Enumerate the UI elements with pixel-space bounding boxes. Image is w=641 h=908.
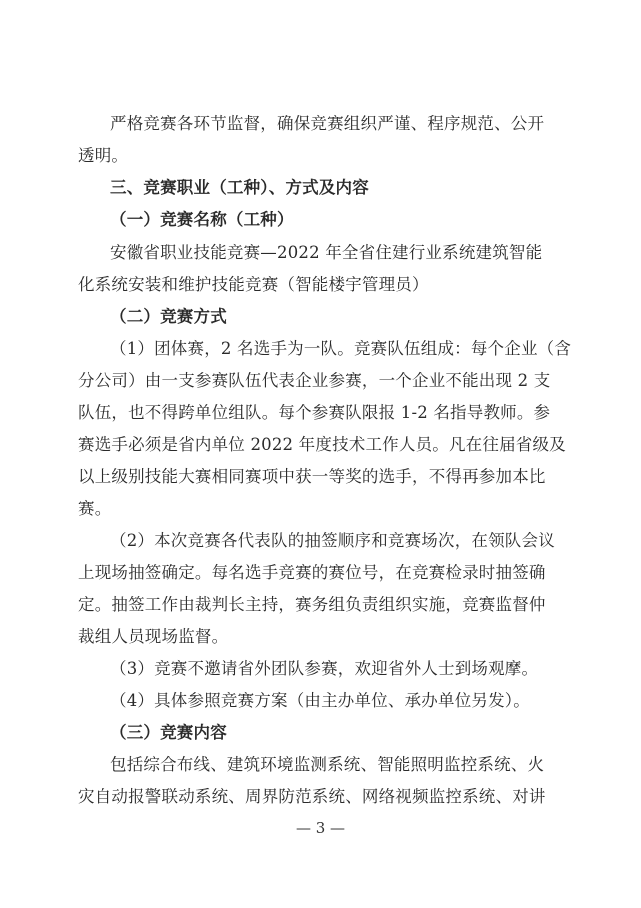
body-line-19: （4）具体参照竞赛方案（由主办单位、承办单位另发）。 <box>110 691 530 710</box>
body-line-8: （1）团体赛，2 名选手为一队。竞赛队伍组成：每个企业（含 <box>110 339 572 358</box>
body-line-9: 分公司）由一支参赛队伍代表企业参赛，一个企业不能出现 2 支 <box>78 371 551 390</box>
subsection-heading-1: （一）竞赛名称（工种） <box>110 210 294 229</box>
body-line-21: 包括综合布线、建筑环境监测系统、智能照明监控系统、火 <box>110 755 545 774</box>
body-line-2: 透明。 <box>78 146 129 165</box>
body-line-15: 上现场抽签确定。每名选手竞赛的赛位号，在竞赛检录时抽签确 <box>78 563 546 582</box>
body-line-14: （2）本次竞赛各代表队的抽签顺序和竞赛场次，在领队会议 <box>110 531 555 550</box>
subsection-heading-2: （二）竞赛方式 <box>110 307 227 326</box>
body-line-1: 严格竞赛各环节监督，确保竞赛组织严谨、程序规范、公开 <box>110 114 545 133</box>
body-line-13: 赛。 <box>78 499 112 518</box>
body-line-16: 定。抽签工作由裁判长主持，赛务组负责组织实施，竞赛监督仲 <box>78 595 546 614</box>
body-line-22: 灾自动报警联动系统、周界防范系统、网络视频监控系统、对讲 <box>78 787 546 806</box>
body-line-5: 安徽省职业技能竞赛—2022 年全省住建行业系统建筑智能 <box>110 243 543 262</box>
subsection-heading-3: （三）竞赛内容 <box>110 723 227 742</box>
body-line-6: 化系统安装和维护技能竞赛（智能楼宇管理员） <box>78 275 429 294</box>
section-heading-3: 三、竞赛职业（工种）、方式及内容 <box>110 178 369 197</box>
body-line-11: 赛选手必须是省内单位 2022 年度技术工作人员。凡在往届省级及 <box>78 435 566 454</box>
body-line-17: 裁组人员现场监督。 <box>78 627 229 646</box>
body-line-18: （3）竞赛不邀请省外团队参赛，欢迎省外人士到场观摩。 <box>110 659 539 678</box>
body-line-12: 以上级别技能大赛相同赛项中获一等奖的选手，不得再参加本比 <box>78 467 546 486</box>
body-line-10: 队伍，也不得跨单位组队。每个参赛队限报 1-2 名指导教师。参 <box>78 403 551 422</box>
page-number: — 3 — <box>295 819 346 837</box>
